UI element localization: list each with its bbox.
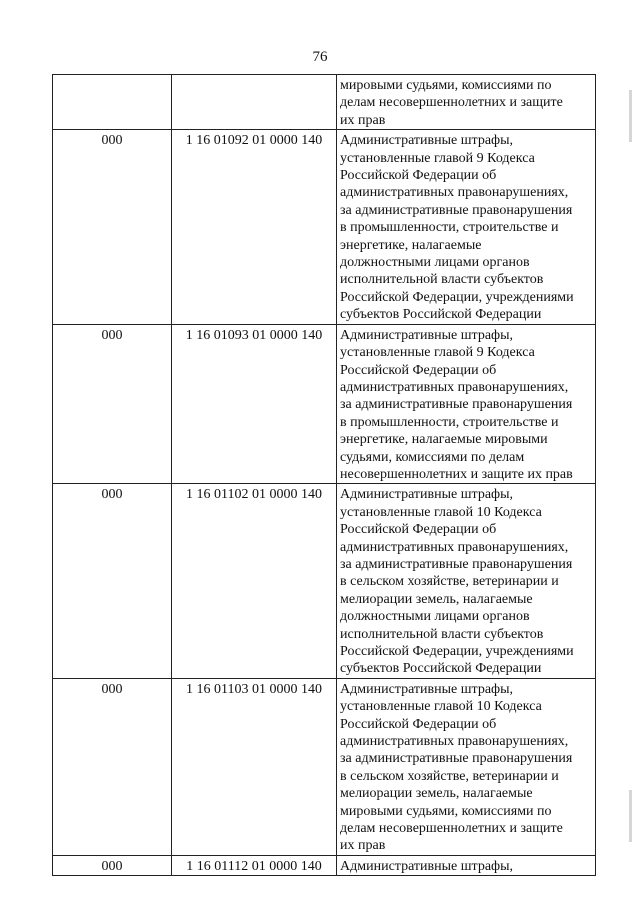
revenue-name-cell (337, 75, 596, 130)
revenue-name-line: должностными лицами органов (340, 255, 530, 271)
revenue-name-line: в промышленности, строительстве и (340, 414, 559, 430)
revenue-name-line: должностными лицами органов (340, 609, 530, 625)
revenue-name-line: административных правонарушениях, (340, 185, 569, 201)
revenue-name-line: за административные правонарушения (340, 397, 573, 413)
revenue-name-line: за административные правонарушения (340, 202, 573, 218)
budget-code-cell: 1 16 01112 01 0000 140 (172, 855, 337, 875)
revenue-name-line: в сельском хозяйстве, ветеринарии и (340, 574, 559, 590)
scan-artifact (629, 90, 632, 142)
table-row (53, 855, 596, 875)
revenue-name-line: субъектов Российской Федерации (340, 661, 542, 677)
page-number: 76 (312, 49, 328, 65)
revenue-name-line: за административные правонарушения (340, 556, 573, 572)
revenue-name-line: Российской Федерации об (340, 168, 497, 184)
revenue-name-line: делам несовершеннолетних и защите (340, 95, 563, 111)
revenue-name-line: исполнительной власти субъектов (340, 626, 544, 642)
revenue-name-line: мировыми судьями, комиссиями по (340, 803, 552, 819)
revenue-name-line: энергетике, налагаемые (340, 237, 482, 253)
revenue-name-line: Российской Федерации, учреждениями (340, 289, 574, 305)
revenue-name-line: Российской Федерации об (340, 716, 497, 732)
revenue-name-line: исполнительной власти субъектов (340, 272, 544, 288)
table-row (53, 484, 596, 678)
table-row (53, 324, 596, 484)
admin-code-cell: 000 (53, 484, 172, 678)
revenue-name-line: Административные штрафы, (340, 133, 514, 149)
admin-code-cell: 000 (53, 130, 172, 324)
budget-code-cell: 1 16 01092 01 0000 140 (172, 130, 337, 324)
revenue-name-cell (337, 678, 596, 855)
revenue-name-line: судьями, комиссиями по делам (340, 449, 525, 465)
revenue-name-line: установленные главой 9 Кодекса (340, 345, 535, 361)
revenue-name-line: мелиорации земель, налагаемые (340, 591, 533, 607)
revenue-name-line: административных правонарушениях, (340, 539, 569, 555)
revenue-name-line: в промышленности, строительстве и (340, 220, 559, 236)
revenue-name-line: энергетике, налагаемые мировыми (340, 432, 548, 448)
revenue-name-line: установленные главой 9 Кодекса (340, 150, 535, 166)
budget-code-cell: 1 16 01093 01 0000 140 (172, 324, 337, 484)
revenue-name-cell (337, 855, 596, 875)
admin-code-cell: 000 (53, 855, 172, 875)
table-row (53, 130, 596, 324)
table-row (53, 678, 596, 855)
revenue-name-line: за административные правонарушения (340, 751, 573, 767)
revenue-name-line: Российской Федерации об (340, 362, 497, 378)
revenue-name-line: Административные штрафы, (340, 681, 514, 697)
revenue-name-line: делам несовершеннолетних и защите (340, 821, 563, 837)
table-row (53, 75, 596, 130)
revenue-name-line: Административные штрафы, (340, 487, 514, 503)
budget-classification-table (52, 74, 596, 876)
revenue-name-line: административных правонарушениях, (340, 734, 569, 750)
budget-code-cell: 1 16 01103 01 0000 140 (172, 678, 337, 855)
admin-code-cell: 000 (53, 324, 172, 484)
revenue-name-line: мелиорации земель, налагаемые (340, 786, 533, 802)
revenue-name-line: их прав (340, 112, 386, 128)
revenue-name-line: Административные штрафы, (340, 327, 514, 343)
budget-code-cell: 1 16 01102 01 0000 140 (172, 484, 337, 678)
revenue-name-line: установленные главой 10 Кодекса (340, 504, 542, 520)
revenue-name-line: несовершеннолетних и защите их прав (340, 466, 573, 482)
revenue-name-line: установленные главой 10 Кодекса (340, 699, 542, 715)
budget-code-cell (172, 75, 337, 130)
revenue-name-cell (337, 324, 596, 484)
revenue-name-line: мировыми судьями, комиссиями по (340, 78, 552, 93)
table-body (53, 75, 596, 876)
scan-artifact (629, 790, 632, 842)
revenue-name-line: административных правонарушениях, (340, 379, 569, 395)
revenue-name-line: субъектов Российской Федерации (340, 307, 542, 323)
revenue-name-cell (337, 484, 596, 678)
revenue-name-line: в сельском хозяйстве, ветеринарии и (340, 768, 559, 784)
admin-code-cell: 000 (53, 678, 172, 855)
revenue-name-cell (337, 130, 596, 324)
revenue-name-line: Российской Федерации об (340, 522, 497, 538)
admin-code-cell (53, 75, 172, 130)
revenue-name-line: Административные штрафы, (340, 858, 514, 874)
revenue-name-line: их прав (340, 838, 386, 854)
revenue-name-line: Российской Федерации, учреждениями (340, 644, 574, 659)
